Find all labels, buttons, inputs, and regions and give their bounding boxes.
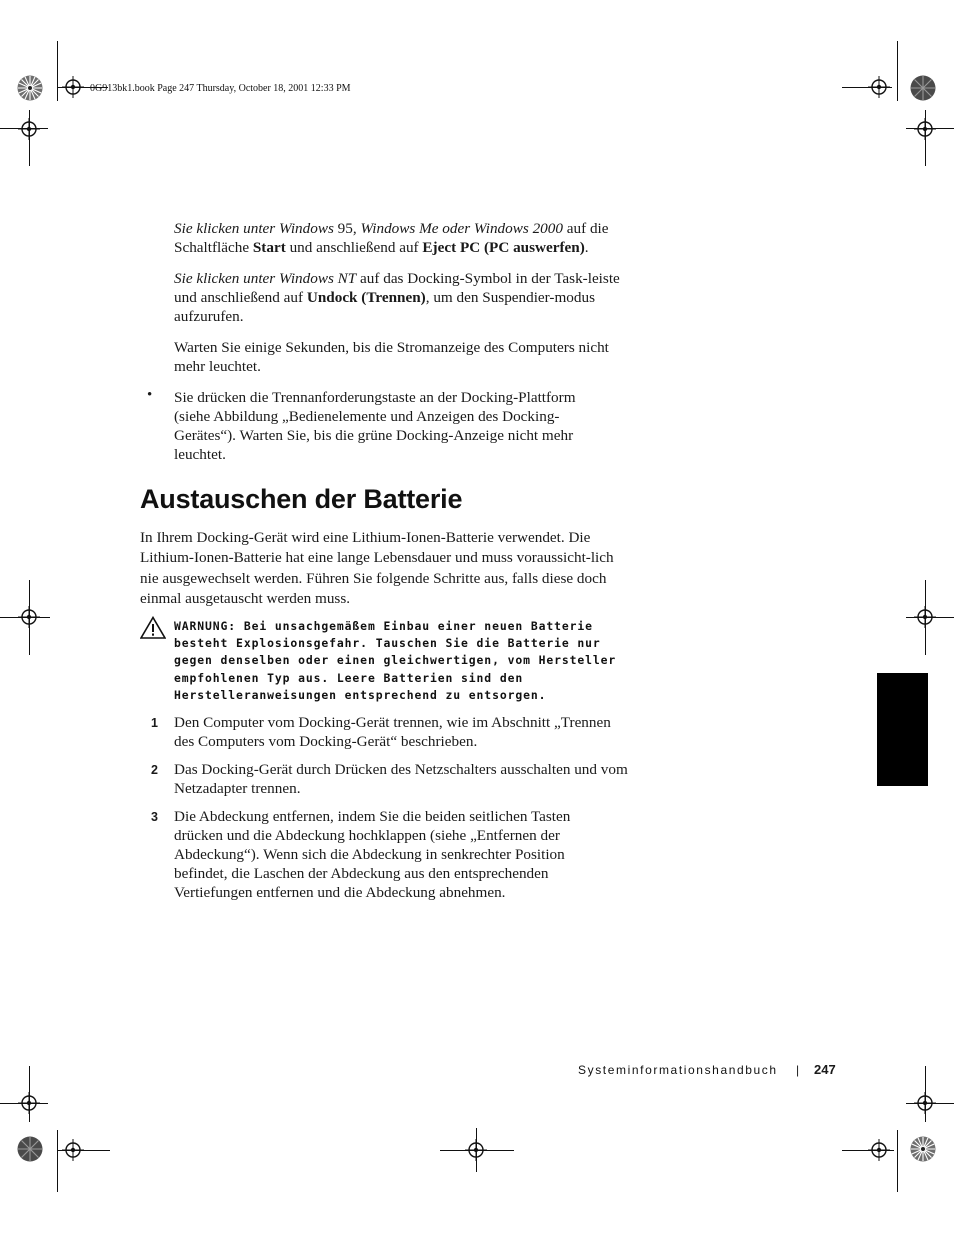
- registration-mark-icon: [914, 606, 936, 628]
- registration-mark-icon: [868, 1139, 890, 1161]
- registration-mark-icon: [465, 1139, 487, 1161]
- paragraph-windows-nt: [174, 269, 620, 326]
- registration-mark-icon: [18, 118, 40, 140]
- crop-line: [897, 1130, 898, 1192]
- page-number: 247: [814, 1062, 836, 1077]
- bold-text: Undock (Trennen): [306, 289, 426, 306]
- print-info: 0G913bk1.book Page 247 Thursday, October 18, 2001 12:33 PM: [90, 83, 351, 94]
- registration-mark-icon: [62, 76, 84, 98]
- step-number: 3: [151, 810, 158, 824]
- text-span: auf die Schaltfläche: [174, 220, 609, 256]
- step-text: Die Abdeckung entfernen, indem Sie die beiden seitlichen Tasten drücken und die Abdeckung hochklappen (siehe „Entfernen der Abdeckung“). Wenn sich die Abdeckung in senkrechter Position befindet, die Laschen der Abdeckung aus den entsprechenden Vertiefungen entfernen und die Abdeckung abnehmen.: [174, 808, 571, 901]
- italic-text: Sie klicken unter Windows: [174, 220, 334, 237]
- intro-paragraph: In Ihrem Docking-Gerät wird eine Lithium-Ionen-Batterie verwendet. Die Lithium-Ionen-Batterie hat eine lange Lebensdauer und muss voraussicht-lich nie ausgewechselt werden. Führen Sie folgende Schritte aus, falls diese doch einmal ausgetauscht werden muss.: [140, 529, 614, 608]
- bullet-marker: •: [147, 387, 153, 403]
- registration-mark-icon: [914, 118, 936, 140]
- italic-text: Sie klicken unter Windows NT: [174, 270, 357, 287]
- crop-line: [897, 41, 898, 101]
- paragraph-windows-95: [174, 219, 634, 257]
- registration-mark-icon: [62, 1139, 84, 1161]
- registration-mark-icon: [18, 1092, 40, 1114]
- italic-text: Windows Me oder Windows: [360, 220, 529, 237]
- step-number: 2: [151, 763, 158, 777]
- italic-text: 2000: [528, 220, 563, 237]
- registration-mark-icon: [18, 606, 40, 628]
- chapter-thumb-tab: [877, 673, 928, 786]
- color-target-icon: [910, 1136, 936, 1162]
- color-target-icon: [910, 75, 936, 101]
- section-heading: Austauschen der Batterie: [140, 484, 463, 514]
- step-text: Den Computer vom Docking-Gerät trennen, wie im Abschnitt „Trennen des Computers vom Docking-Gerät“ beschrieben.: [174, 714, 611, 750]
- text-span: auf das Docking-Symbol in der Task-leiste und anschließend auf: [174, 270, 620, 306]
- crop-line: [57, 41, 58, 101]
- text-span: und anschließend auf: [285, 239, 423, 256]
- step-number: 1: [151, 716, 158, 730]
- bold-text: Start: [252, 239, 286, 256]
- bullet-text: Sie drücken die Trennanforderungstaste an der Docking-Plattform (siehe Abbildung „Bedienelemente und Anzeigen des Docking-Gerätes“). Warten Sie, bis die grüne Docking-Anzeige nicht mehr leuchtet.: [174, 389, 576, 463]
- text-span: .: [584, 239, 589, 256]
- warning-icon: [140, 616, 166, 639]
- footer-separator: |: [796, 1063, 800, 1077]
- warning-text: WARNUNG: Bei unsachgemäßem Einbau einer neuen Batterie besteht Explosionsgefahr. Tauschen Sie die Batterie nur gegen denselben oder einen gleichwertigen, vom Hersteller empfohlenen Typ aus. Leere Batterien sind den Herstelleranweisungen entsprechend zu entsorgen.: [174, 619, 617, 702]
- paragraph-wait: Warten Sie einige Sekunden, bis die Stromanzeige des Computers nicht mehr leuchtet.: [174, 339, 609, 375]
- footer-title: Systeminformationshandbuch: [578, 1063, 778, 1077]
- text-span: , um den Suspendier-modus aufzurufen.: [174, 289, 595, 325]
- color-target-icon: [17, 1136, 43, 1162]
- registration-mark-icon: [868, 76, 890, 98]
- bold-text: Eject PC (PC auswerfen): [422, 239, 585, 256]
- color-target-icon: [17, 75, 43, 101]
- registration-mark-icon: [914, 1092, 936, 1114]
- step-text: Das Docking-Gerät durch Drücken des Netzschalters ausschalten und vom Netzadapter trennen.: [174, 761, 628, 797]
- text-span: 95,: [333, 220, 361, 237]
- crop-line: [57, 1130, 58, 1192]
